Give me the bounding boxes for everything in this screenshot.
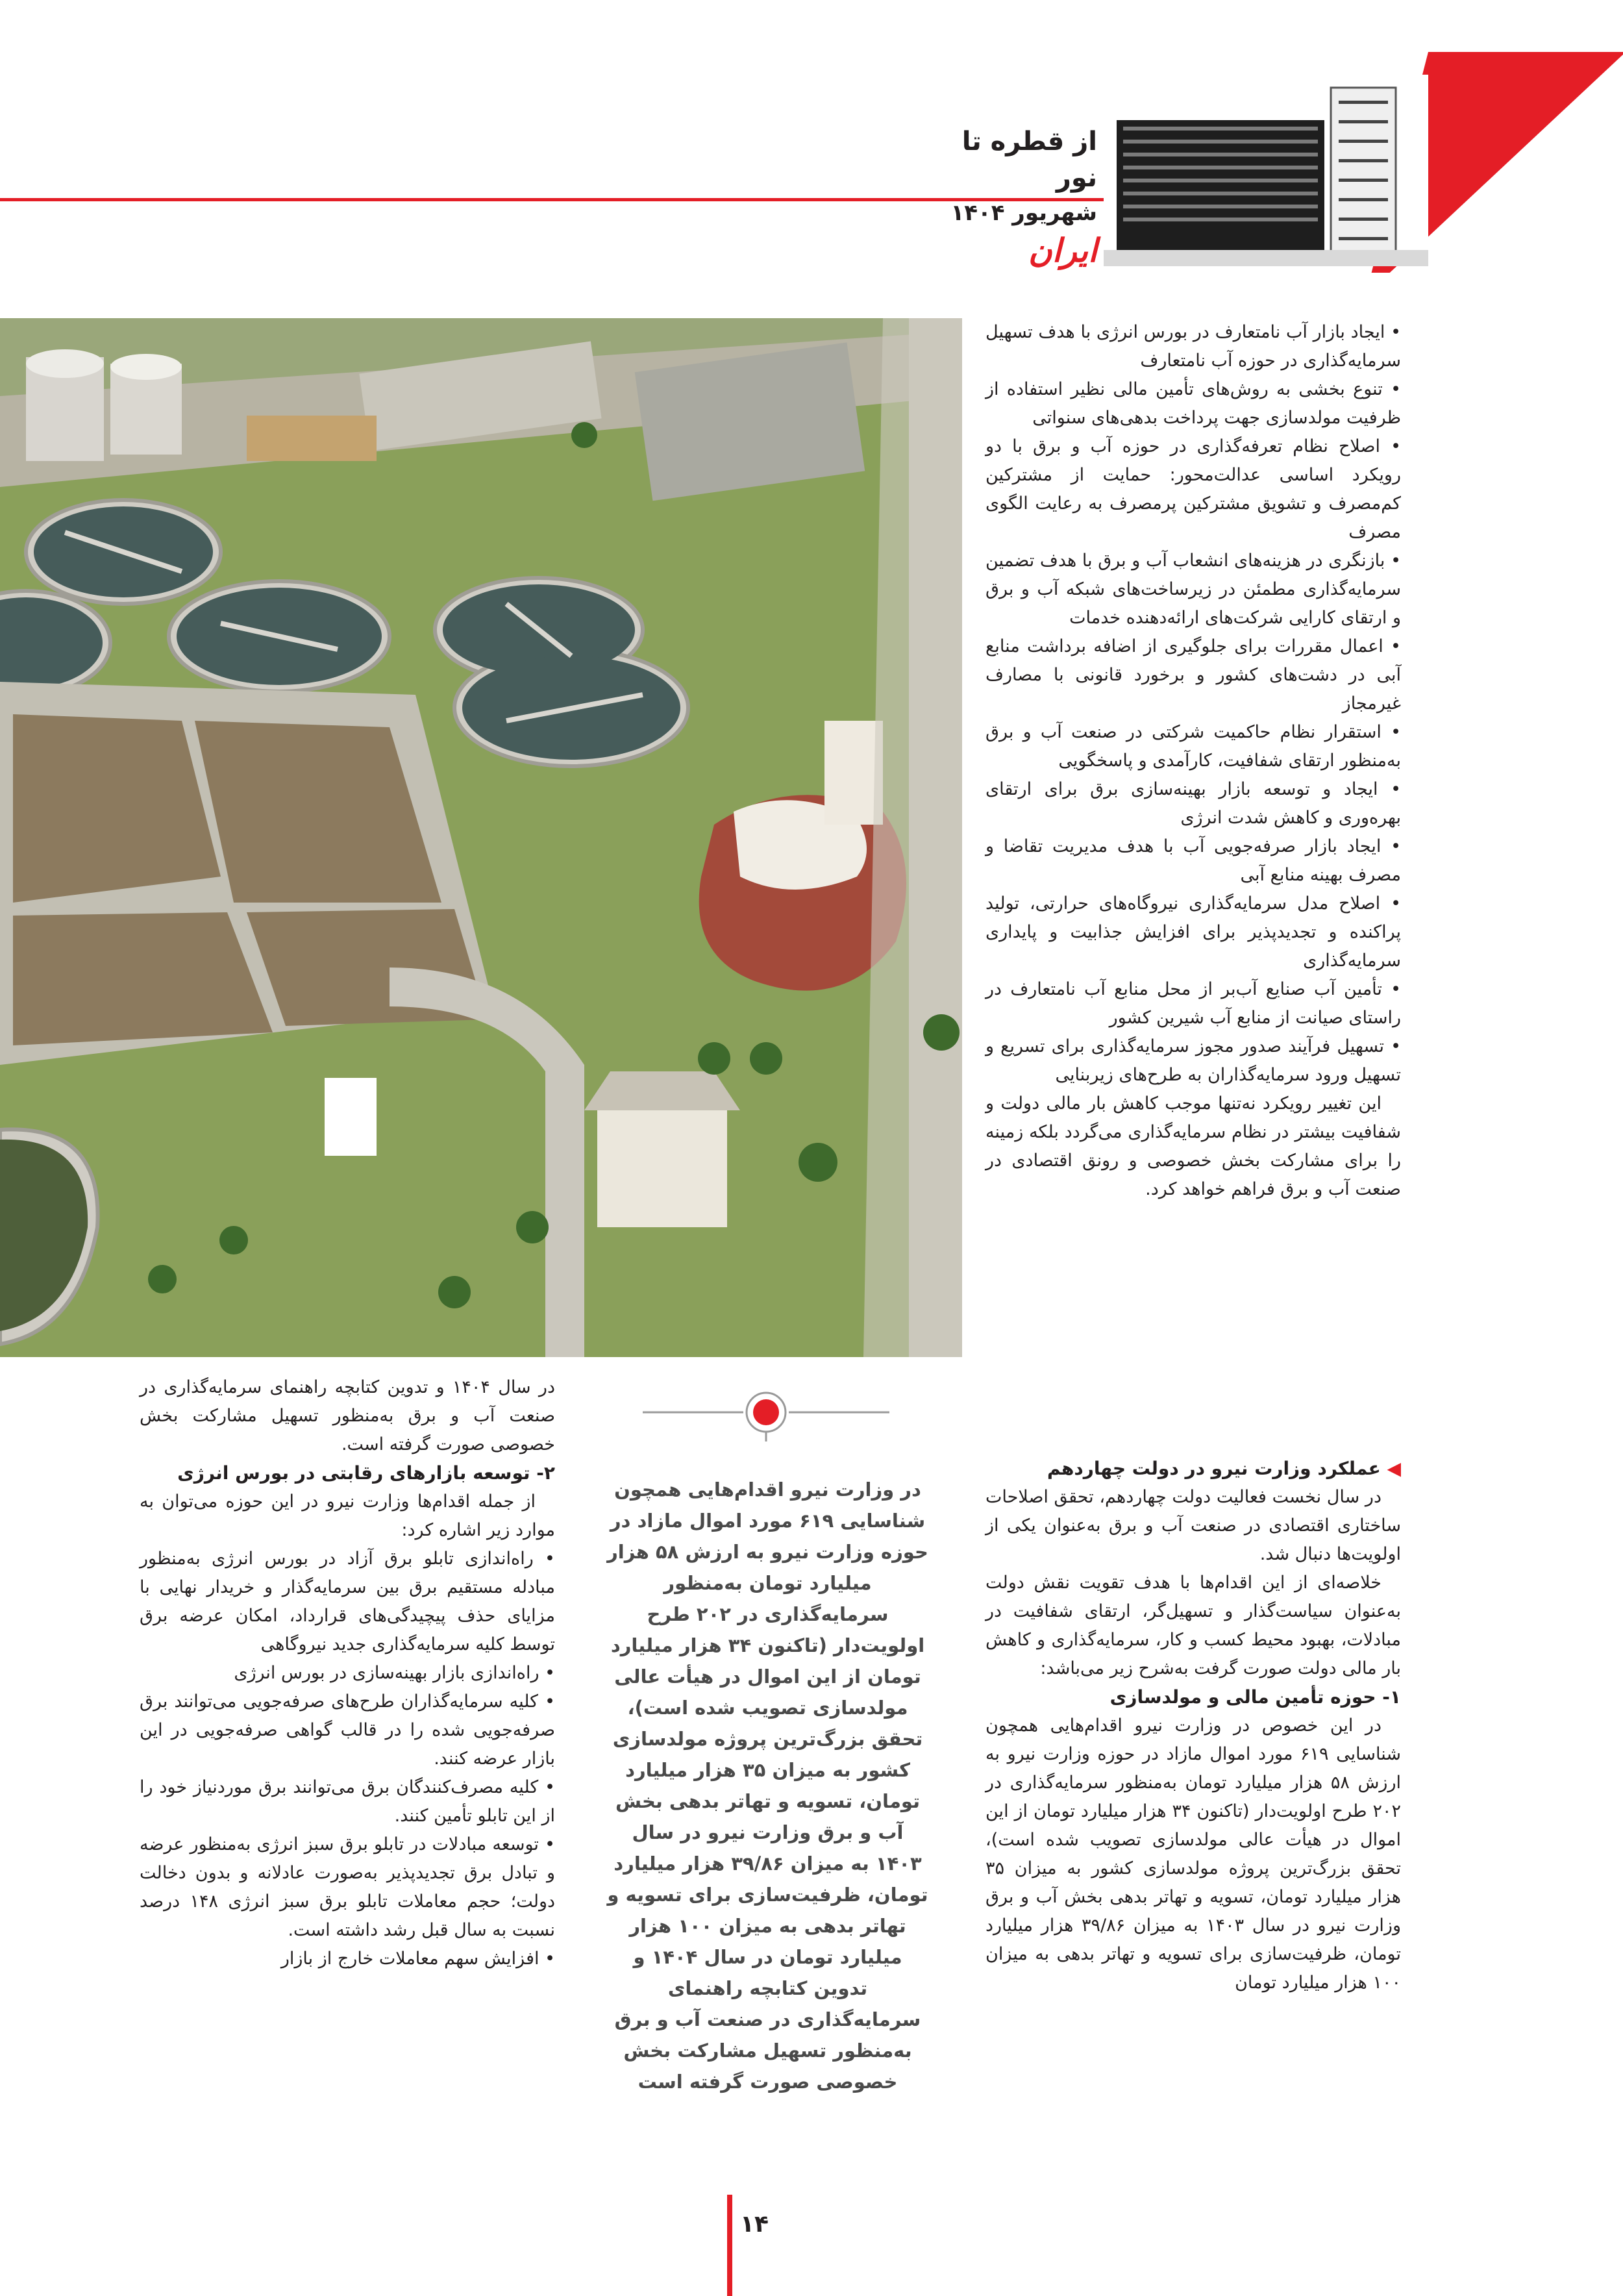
- bullet-item: • افزایش سهم معاملات خارج از بازار: [140, 1945, 555, 1973]
- bullet-item: • تأمین آب صنایع آب‌بر از محل منابع آب نامتعارف در راستای صیانت از منابع آب شیرین کشور: [985, 975, 1401, 1032]
- paragraph: در این خصوص در وزارت نیرو اقدام‌هایی همچون شناسایی ۶۱۹ مورد اموال مازاد در حوزه وزارت نیرو به ارزش ۵۸ هزار میلیارد تومان به‌منظور سرمایه‌گذاری در ۲۰۲ طرح اولویت‌دار (تاکنون ۳۴ هزار میلیارد تومان از این اموال در هیأت عالی مولدسازی تصویب شده است)، تحقق بزرگ‌ترین پروژه مولدسازی کشور به میزان ۳۵ هزار میلیارد تومان، تسویه و تهاتر بدهی بخش آب و برق وزارت نیرو در سال ۱۴۰۳ به میزان ۳۹/۸۶ هزار میلیارد تومان، ظرفیت‌سازی برای تسویه و تهاتر بدهی به میزان ۱۰۰ هزار میلیارد تومان: [985, 1716, 1402, 1993]
- closing-paragraph: این تغییر رویکرد نه‌تنها موجب کاهش بار مالی دولت و شفافیت بیشتر در نظام سرمایه‌گذاری می‌گردد بلکه زمینه را برای مشارکت بخش خصوصی و رونق اقتصادی در صنعت آب و برق فراهم خواهد کرد.: [985, 1093, 1401, 1199]
- bullet-item: • ایجاد و توسعه بازار بهینه‌سازی برق برای ارتقای بهره‌وری و کاهش شدت انرژی: [985, 775, 1401, 832]
- right-column: [985, 318, 1401, 1204]
- bullet-item: • ایجاد بازار آب نامتعارف در بورس انرژی با هدف تسهیل سرمایه‌گذاری در حوزه آب نامتعارف: [985, 318, 1401, 375]
- subsection-heading: ۲- توسعه بازارهای رقابتی در بورس انرژی: [177, 1462, 555, 1484]
- bullet-item: • ایجاد بازار صرفه‌جویی آب با هدف مدیریت تقاضا و مصرف بهینه منابع آبی: [985, 832, 1401, 890]
- bullet-item: • اصلاح مدل سرمایه‌گذاری نیروگاه‌های حرارتی، تولید پراکنده و تجدیدپذیر برای افزایش جذابیت و پایداری سرمایه‌گذاری: [985, 890, 1401, 975]
- issue-date: شهریور ۱۴۰۴: [950, 200, 1097, 226]
- left-column: [140, 1373, 555, 1973]
- header-text: [922, 123, 1097, 271]
- water-treatment-plant-photo: [0, 318, 962, 1357]
- brand-logo: ایران: [1028, 231, 1097, 269]
- subsection-heading: ۱- حوزه تأمین مالی و مولدسازی: [1109, 1686, 1401, 1708]
- paragraph: خلاصه‌ای از این اقدام‌ها با هدف تقویت نقش دولت به‌عنوان سیاست‌گذار و تسهیل‌گر، ارتقای شفافیت در مبادلات، بهبود محیط کسب و کار، سرمایه‌گذاری و کاهش بار مالی دولت صورت گرفت به‌شرح زیر می‌باشد:: [985, 1573, 1401, 1678]
- bullet-item: • کلیه مصرف‌کنندگان برق می‌توانند برق موردنیاز خود را از این تابلو تأمین کنند.: [140, 1773, 555, 1830]
- magazine-title: از قطره تا نور: [961, 127, 1097, 193]
- section-heading: ◀ عملکرد وزارت نیرو در دولت چهاردهم: [1047, 1458, 1401, 1479]
- quote-pin-icon: [643, 1383, 889, 1441]
- bullet-item: • تسهیل فرآیند صدور مجوز سرمایه‌گذاری برای تسریع و تسهیل ورود سرمایه‌گذاران به طرح‌های زیربنایی: [985, 1032, 1401, 1090]
- paragraph: از جمله اقدام‌ها وزارت نیرو در این حوزه می‌توان به موارد زیر اشاره کرد:: [140, 1491, 555, 1540]
- section-right: [985, 1454, 1401, 1997]
- bullet-item: • کلیه سرمایه‌گذاران طرح‌های صرفه‌جویی می‌توانند برق صرفه‌جویی شده را در قالب گواهی صرفه‌جویی در این بازار عرضه کنند.: [140, 1688, 555, 1773]
- heading-marker-icon: ◀: [1380, 1458, 1401, 1479]
- footer-red-bar: [727, 2195, 732, 2296]
- bullet-item: • استقرار نظام حاکمیت شرکتی در صنعت آب و برق به‌منظور ارتقای شفافیت، کارآمدی و پاسخگویی: [985, 718, 1401, 775]
- page-number: ۱۴: [740, 2211, 769, 2238]
- bullet-item: • اصلاح نظام تعرفه‌گذاری در حوزه آب و برق با دو رویکرد اساسی عدالت‌محور: حمایت از مشترکین کم‌مصرف و تشویق مشترکین پرمصرف به رعایت الگوی مصرف: [985, 432, 1401, 547]
- pull-quote: در وزارت نیرو اقدام‌هایی همچون شناسایی ۶۱۹ مورد اموال مازاد در حوزه وزارت نیرو به ارزش ۵۸ هزار میلیارد تومان به‌منظور سرمایه‌گذاری در ۲۰۲ طرح اولویت‌دار (تاکنون ۳۴ هزار میلیارد تومان از این اموال در هیأت عالی مولدسازی تصویب شده است)، تحقق بزرگ‌ترین پروژه مولدسازی کشور به میزان ۳۵ هزار میلیارد تومان، تسویه و تهاتر بدهی بخش آب و برق وزارت نیرو در سال ۱۴۰۳ به میزان ۳۹/۸۶ هزار میلیارد تومان، ظرفیت‌سازی برای تسویه و تهاتر بدهی به میزان ۱۰۰ هزار میلیارد تومان در سال ۱۴۰۴ و تدوین کتابچه راهنمای سرمایه‌گذاری در صنعت آب و برق به‌منظور تسهیل مشارکت بخش خصوصی صورت گرفته است: [607, 1479, 928, 2093]
- bullet-item: • بازنگری در هزینه‌های انشعاب آب و برق با هدف تضمین سرمایه‌گذاری مطمئن در زیرساخت‌های شبکه آب و برق و ارتقای کارایی شرکت‌های ارائه‌دهنده خدمات: [985, 547, 1401, 632]
- bullet-item: • راه‌اندازی تابلو برق آزاد در بورس انرژی به‌منظور مبادله مستقیم برق بین سرمایه‌گذار و خریدار نهایی با مزایای حذف پیچیدگی‌های قرارداد، امکان عرضه برق توسط کلیه سرمایه‌گذاری جدید نیروگاهی: [140, 1545, 555, 1659]
- paragraph: در سال نخست فعالیت دولت چهاردهم، تحقق اصلاحات ساختاری اقتصادی در صنعت آب و برق به‌عنوان یکی از اولویت‌ها دنبال شد.: [985, 1487, 1401, 1564]
- bullet-item: • توسعه مبادلات در تابلو برق سبز انرژی به‌منظور عرضه و تبادل برق تجدیدپذیر به‌صورت عادلانه و بدون دخالت دولت؛ حجم معاملات تابلو برق سبز انرژی ۱۴۸ درصد نسبت به سال قبل رشد داشته است.: [140, 1830, 555, 1945]
- bullet-item: • راه‌اندازی بازار بهینه‌سازی در بورس انرژی: [140, 1659, 555, 1688]
- bullet-item: • اعمال مقررات برای جلوگیری از اضافه برداشت منابع آبی در دشت‌های کشور و برخورد قانونی با مصارف غیرمجاز: [985, 632, 1401, 718]
- bullet-item: • تنوع بخشی به روش‌های تأمین مالی نظیر استفاده از ظرفیت مولدسازی جهت پرداخت بدهی‌های سنواتی: [985, 375, 1401, 432]
- paragraph: در سال ۱۴۰۴ و تدوین کتابچه راهنمای سرمایه‌گذاری در صنعت آب و برق به‌منظور تسهیل مشارکت بخش خصوصی صورت گرفته است.: [140, 1377, 555, 1454]
- header-building-photo: [1104, 75, 1428, 266]
